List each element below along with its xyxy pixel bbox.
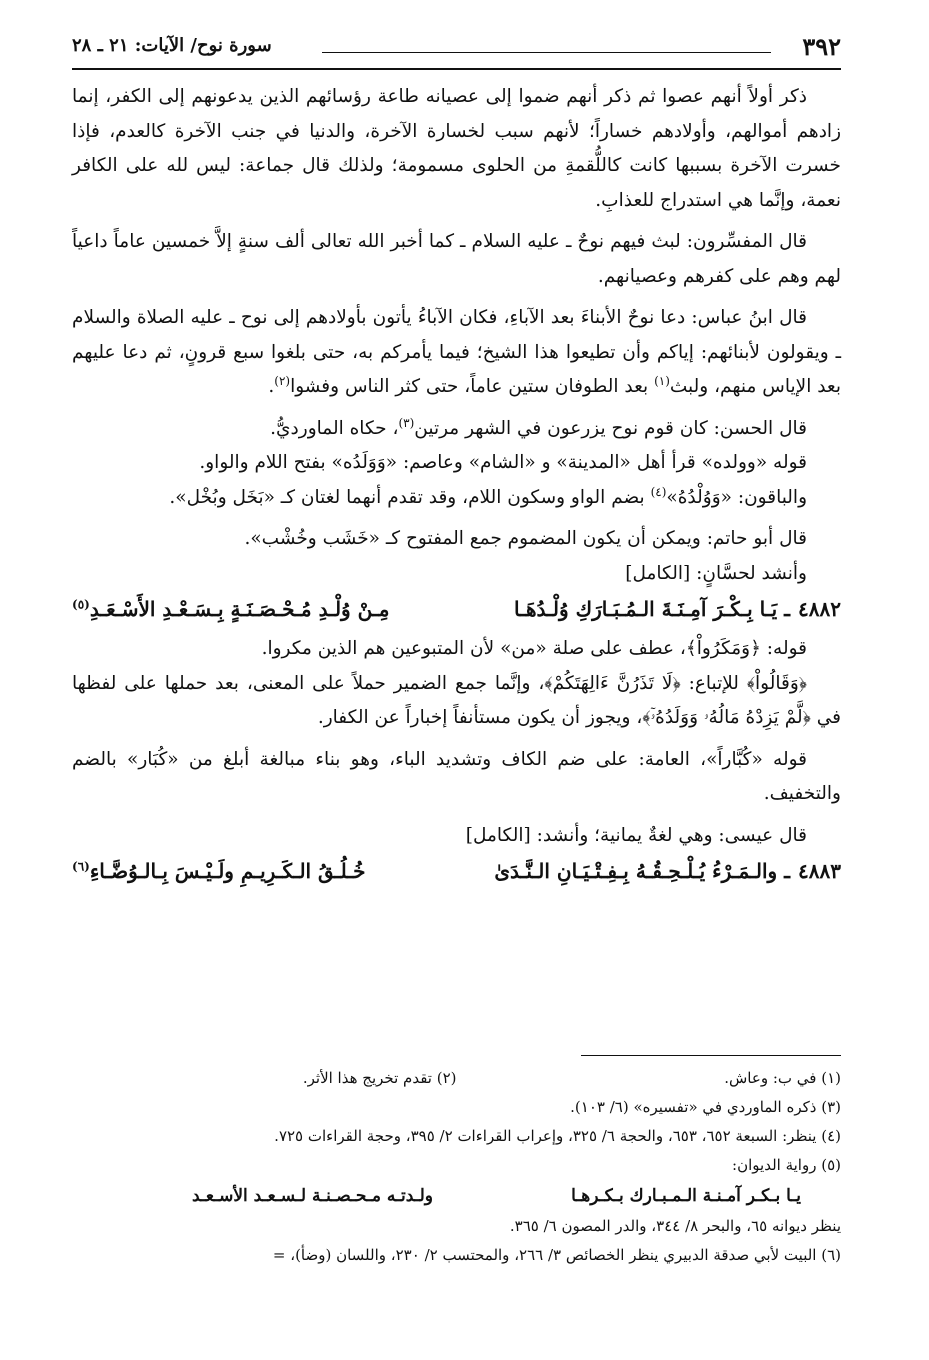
header-rule <box>322 52 771 53</box>
footnote: (١) في ب: وعاش. <box>724 1069 841 1087</box>
footnote-ref[interactable]: (٥) <box>72 597 90 612</box>
running-title: سورة نوح/ الآيات: ٢١ ـ ٢٨ <box>72 35 272 56</box>
page-number: ٣٩٢ <box>802 32 841 61</box>
paragraph: ﴿وَقَالُواْ﴾ للإتباع: ﴿لَا تَذَرُنَّ ءَالِهَتَكُمْ﴾، وإنَّما جمع الضمير حملاً على المعنى، بعد حملها على لفظها في ﴿لَّمْ يَزِدْهُ مَالُهُۥ وَوَلَدُهُۥٓ﴾، ويجوز أن يكون مستأنفاً إخباراً عن الكفار. <box>72 672 841 728</box>
footnote-ref[interactable]: (٣) <box>398 415 415 430</box>
paragraph <box>72 301 841 405</box>
paragraph-text: قال ابنُ عباس: دعا نوحٌ الأبناءَ بعد الآباءِ، فكان الآباءُ يأتون بأولادهم إلى نوح ـ عليه الصلاة والسلام ـ ويقولون لأبنائهم: إياكم وأن تطيعوا هذا الشيخ؛ فيما يأمركم به، حتى بلغوا سبع قرونٍ، ثم دعا عليهم بعد الإياس منهم، ولبث <box>72 307 841 397</box>
paragraph: ذكر أولاً أنهم عصوا ثم ذكر أنهم ضموا إلى عصيانه طاعة رؤسائهم الذين يدعونهم إلى الكفر، إنما زادهم أموالهم، وأولادهم خساراً؛ لأنهم سبب لخسارة الآخرة، والدنيا في جنب الآخرة كالعدم، فإذا خسرت الآخرة بسببها كانت كاللُّقمةِ من الحلوى مسمومة؛ ولذلك قال جماعة: ليس لله على الكافر نعمة، وإنَّما هي استدراج للعذابِ. <box>72 86 841 211</box>
verse-hemistich-first: ـ والـمَـرْءُ يُـلْـحِـقُـهُ بِـفِـتْـيَـانِ الـنَّـدَىٰ <box>494 859 791 883</box>
paragraph-text: . <box>268 376 275 397</box>
footnote-ref[interactable]: (٢) <box>274 373 291 388</box>
paragraph-text: بعد الطوفان ستين عاماً، حتى كثر الناس وفشوا <box>290 376 655 397</box>
paragraph: قال المفسِّرون: لبث فيهم نوحٌ ـ عليه السلام ـ كما أخبر الله تعالى ألف سنةٍ إلاَّ خمسين عاماً داعياً لهم وهم على كفرهم وعصيانهم. <box>72 231 841 287</box>
paragraph: وأنشد لحسَّانٍ: [الكامل] <box>625 562 807 584</box>
paragraph: قوله «كُبَّاراً»، العامة: على ضم الكاف وتشديد الباء، وهو بناء مبالغة أبلغ من «كُبَار» بالضم والتخفيف. <box>72 748 841 804</box>
verse-text: مِـنْ وُلْـدِ مُـحْـصَـنَـةٍ بِـسَـعْـدِ الأَسْـعَـدِ <box>89 597 390 621</box>
footnote-verse-hemistich: ولـدتـه مـحـصـنـة لـسـعـد الأسـعـد <box>192 1186 434 1206</box>
footnote: (٢) تقدم تخريج هذا الأثر. <box>302 1069 457 1087</box>
verse-hemistich-first: ـ يَـا بِـكْـرَ آمِـنَـةَ الـمُـبَـارَكِ وُلْـدُهَـا <box>514 597 791 621</box>
footnote-verse <box>72 1180 841 1212</box>
verse-hemistich-second <box>72 853 365 889</box>
footnotes <box>72 1064 841 1270</box>
paragraph: قال عيسى: وهي لغةٌ يمانية؛ وأنشد: [الكامل] <box>465 824 807 846</box>
verse-text: خُـلُـقُ الـكَـرِيـمِ ولَـيْـسَ بِـالـوُضَّـاءِ <box>89 859 366 883</box>
paragraph-text: والباقون: «وَوُلْدُهُ» <box>666 486 807 508</box>
footnote: (٣) ذكره الماوردي في «تفسيره» (٦/ ١٠٣). <box>570 1098 841 1116</box>
paragraph-text: ، حكاه الماورديُّ. <box>270 417 399 439</box>
paragraph: قال أبو حاتم: ويمكن أن يكون المضموم جمع المفتوح كـ «خَشَب وخُشْب». <box>244 528 807 549</box>
footnote-ref[interactable]: (٦) <box>72 859 90 874</box>
paragraph: قوله: ﴿وَمَكَرُواْ﴾، عطف على صلة «من» لأن المتبوعين هم الذين مكروا. <box>261 638 807 659</box>
main-text <box>72 80 841 894</box>
paragraph <box>72 481 841 516</box>
verse-hemistich-second <box>72 591 389 627</box>
footnote: (٦) البيت لأبي صدقة الدبيري ينظر الخصائص ٣/ ٢٦٦، والمحتسب ٢/ ٢٣٠، واللسان (وضأ)، = <box>272 1246 841 1264</box>
poetry-verse <box>72 591 841 627</box>
footnote: (٥) رواية الديوان: <box>732 1156 841 1174</box>
poetry-verse <box>72 853 841 889</box>
footnote: (٤) ينظر: السبعة ٦٥٢، ٦٥٣، والحجة ٦/ ٣٢٥، وإعراب القراءات ٢/ ٣٩٥، وحجة القراءات ٧٢٥. <box>274 1127 841 1145</box>
paragraph-text: قال الحسن: كان قوم نوح يزرعون في الشهر مرتين <box>414 417 807 439</box>
page-header <box>72 30 841 70</box>
footnote: ينظر ديوانه ٦٥، والبحر ٨/ ٣٤٤، والدر المصون ٦/ ٣٦٥. <box>509 1217 841 1235</box>
footnote-separator <box>581 1055 841 1056</box>
paragraph-text: بضم الواو وسكون اللام، وقد تقدم أنهما لغتان كـ «بَخَل وبُخْل». <box>169 486 651 508</box>
footnote-ref[interactable]: (١) <box>654 373 670 388</box>
verse-number: ٤٨٨٢ <box>798 597 841 621</box>
paragraph: قوله «وولده» قرأ أهل «المدينة» و «الشام» وعاصم: «وَوَلَدُه» بفتح اللام والواو. <box>199 452 807 473</box>
footnote-ref[interactable]: (٤) <box>650 484 667 499</box>
footnote-verse-hemistich: يـا بـكـر آمـنـة الـمـبـارك بـكـرهـا <box>571 1186 801 1206</box>
footnote-row <box>72 1064 841 1093</box>
verse-number: ٤٨٨٣ <box>798 859 841 883</box>
paragraph <box>72 412 841 447</box>
